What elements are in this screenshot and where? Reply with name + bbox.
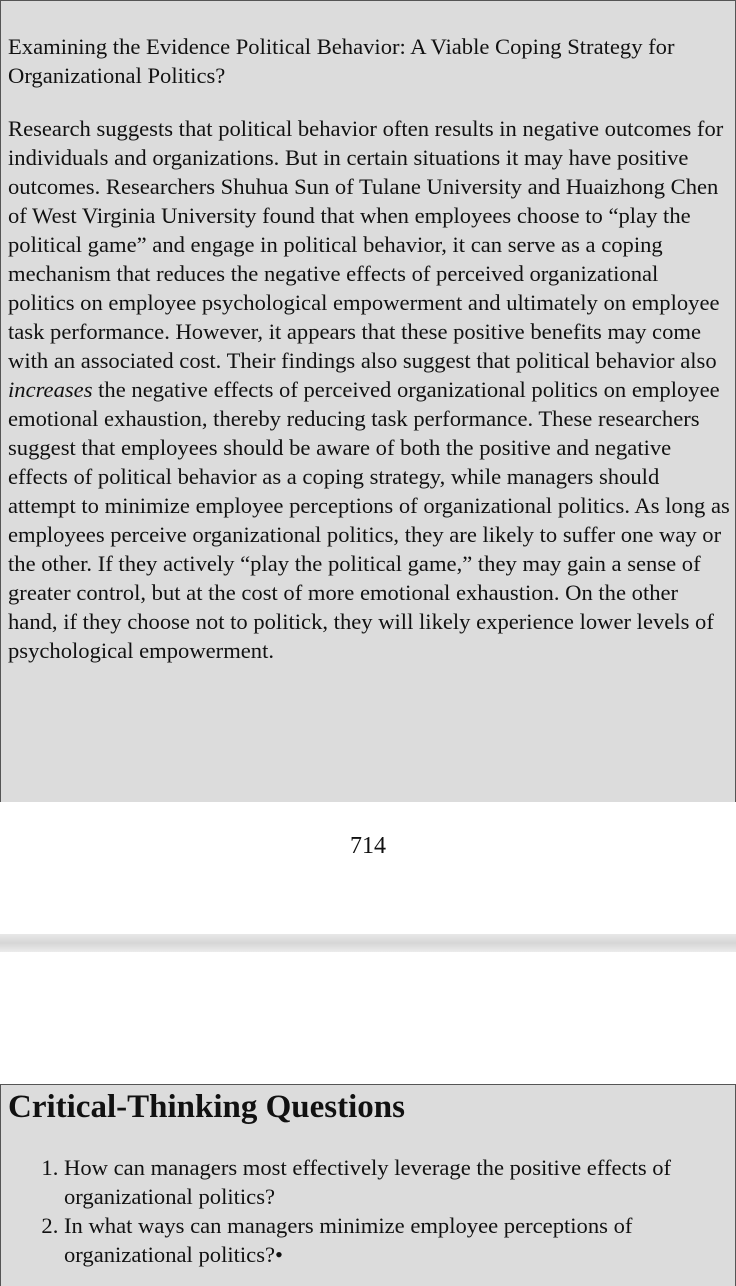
page-number: 714 (350, 833, 386, 859)
feature-box-title: Examining the Evidence Political Behavior: A Viable Coping Strategy for Organizational Politics? (8, 34, 675, 88)
page-divider (0, 934, 736, 952)
body-text-part-2: the negative effects of perceived organizational politics on employee emotional exhaustion, thereby reducing task performance. These researchers suggest that employees should be aware of both the positive and negative effects of political behavior as a coping strategy, while managers should attempt to minimize employee perceptions of organizational politics. As long as employees perceive organizational politics, they are likely to suffer one way or the other. If they actively “play the political game,” they may gain a sense of greater control, but at the cost of more emotional exhaustion. On the other hand, if they choose not to politick, they will likely experience lower levels of psychological empowerment. (8, 377, 730, 663)
body-emphasis: increases (8, 377, 93, 402)
question-item: 1. How can managers most effectively leverage the positive effects of organizational politics? (64, 1153, 730, 1211)
body-text-part-1: Research suggests that political behavior often results in negative outcomes for individuals and organizations. But in certain situations it may have positive outcomes. Researchers Shuhua Sun of Tulane University and Huaizhong Chen of West Virginia University found that when employees choose to “play the political game” and engage in political behavior, it can serve as a coping mechanism that reduces the negative effects of perceived organizational politics on employee psychological empowerment and ultimately on employee task performance. However, it appears that these positive benefits may come with an associated cost. Their findings also suggest that political behavior also (8, 116, 724, 373)
critical-thinking-heading: Critical-Thinking Questions (8, 1089, 405, 1125)
question-list (0, 1153, 730, 1269)
question-item: 2. In what ways can managers minimize employee perceptions of organizational politics?• (64, 1211, 730, 1269)
feature-box-body (8, 114, 730, 665)
